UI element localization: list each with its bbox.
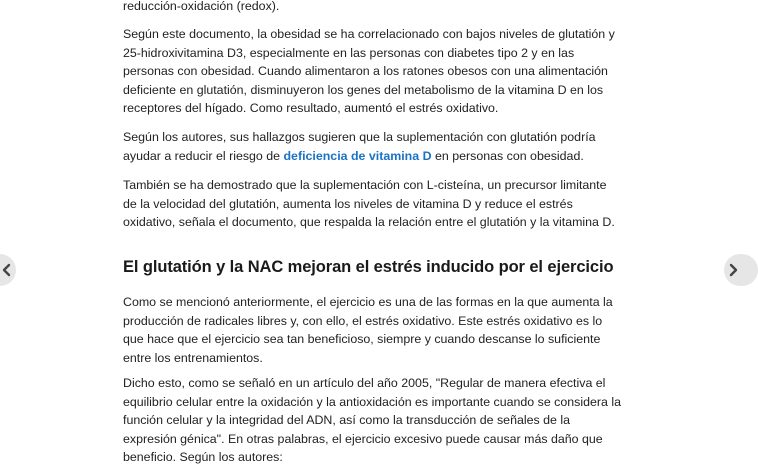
paragraph-text-after-link: en personas con obesidad.	[431, 148, 584, 163]
article-paragraph-exercise: Como se mencionó anteriormente, el ejercicio es una de las formas en la que aumenta la producción de radicales libres y, con ello, el estrés oxidativo. Este estrés oxidativo es lo que hace que el ejercicio sea tan beneficioso, siempre y cuando descanse lo suficiente entre los entrenamientos.	[123, 295, 613, 365]
next-page-button[interactable]	[724, 254, 758, 286]
article-paragraph-supplementation	[123, 128, 623, 165]
chevron-right-icon	[728, 264, 738, 276]
previous-page-button[interactable]	[0, 254, 16, 286]
chevron-left-icon	[2, 264, 12, 276]
vitamin-d-deficiency-link[interactable]: deficiencia de vitamina D	[283, 148, 432, 163]
paragraph-text-before-link: Según los autores, sus hallazgos sugieren que la suplementación con glutatión podría ayudar a reducir el riesgo de	[123, 130, 596, 163]
article-paragraph-2005-article: Dicho esto, como se señaló en un artículo del año 2005, "Regular de manera efectiva el equilibrio celular entre la oxidación y la antioxidación es importante cuando se considera la función celular y la integridad del ADN, así como la transducción de señales de la expresión génica". En otras palabras, el ejercicio excesivo puede causar más daño que beneficio. Según los autores:	[123, 376, 621, 465]
article-paragraph-obesity: Según este documento, la obesidad se ha correlacionado con bajos niveles de glutatión y 25-hidroxivitamina D3, especialmente en las personas con diabetes tipo 2 y en las personas con obesidad. Cuando alimentaron a los ratones obesos con una alimentación deficiente en glutatión, disminuyeron los genes del metabolismo de la vitamina D en los receptores del hígado. Como resultado, aumentó el estrés oxidativo.	[123, 27, 615, 116]
article-paragraph-l-cysteine: También se ha demostrado que la suplementación con L-cisteína, un precursor limitante de la velocidad del glutatión, aumenta los niveles de vitamina D y reduce el estrés oxidativo, señala el documento, que respalda la relación entre el glutatión y la vitamina D.	[123, 178, 615, 230]
section-heading: El glutatión y la NAC mejoran el estrés inducido por el ejercicio	[123, 258, 614, 276]
article-paragraph-fragment: reducción-oxidación (redox).	[123, 0, 280, 13]
